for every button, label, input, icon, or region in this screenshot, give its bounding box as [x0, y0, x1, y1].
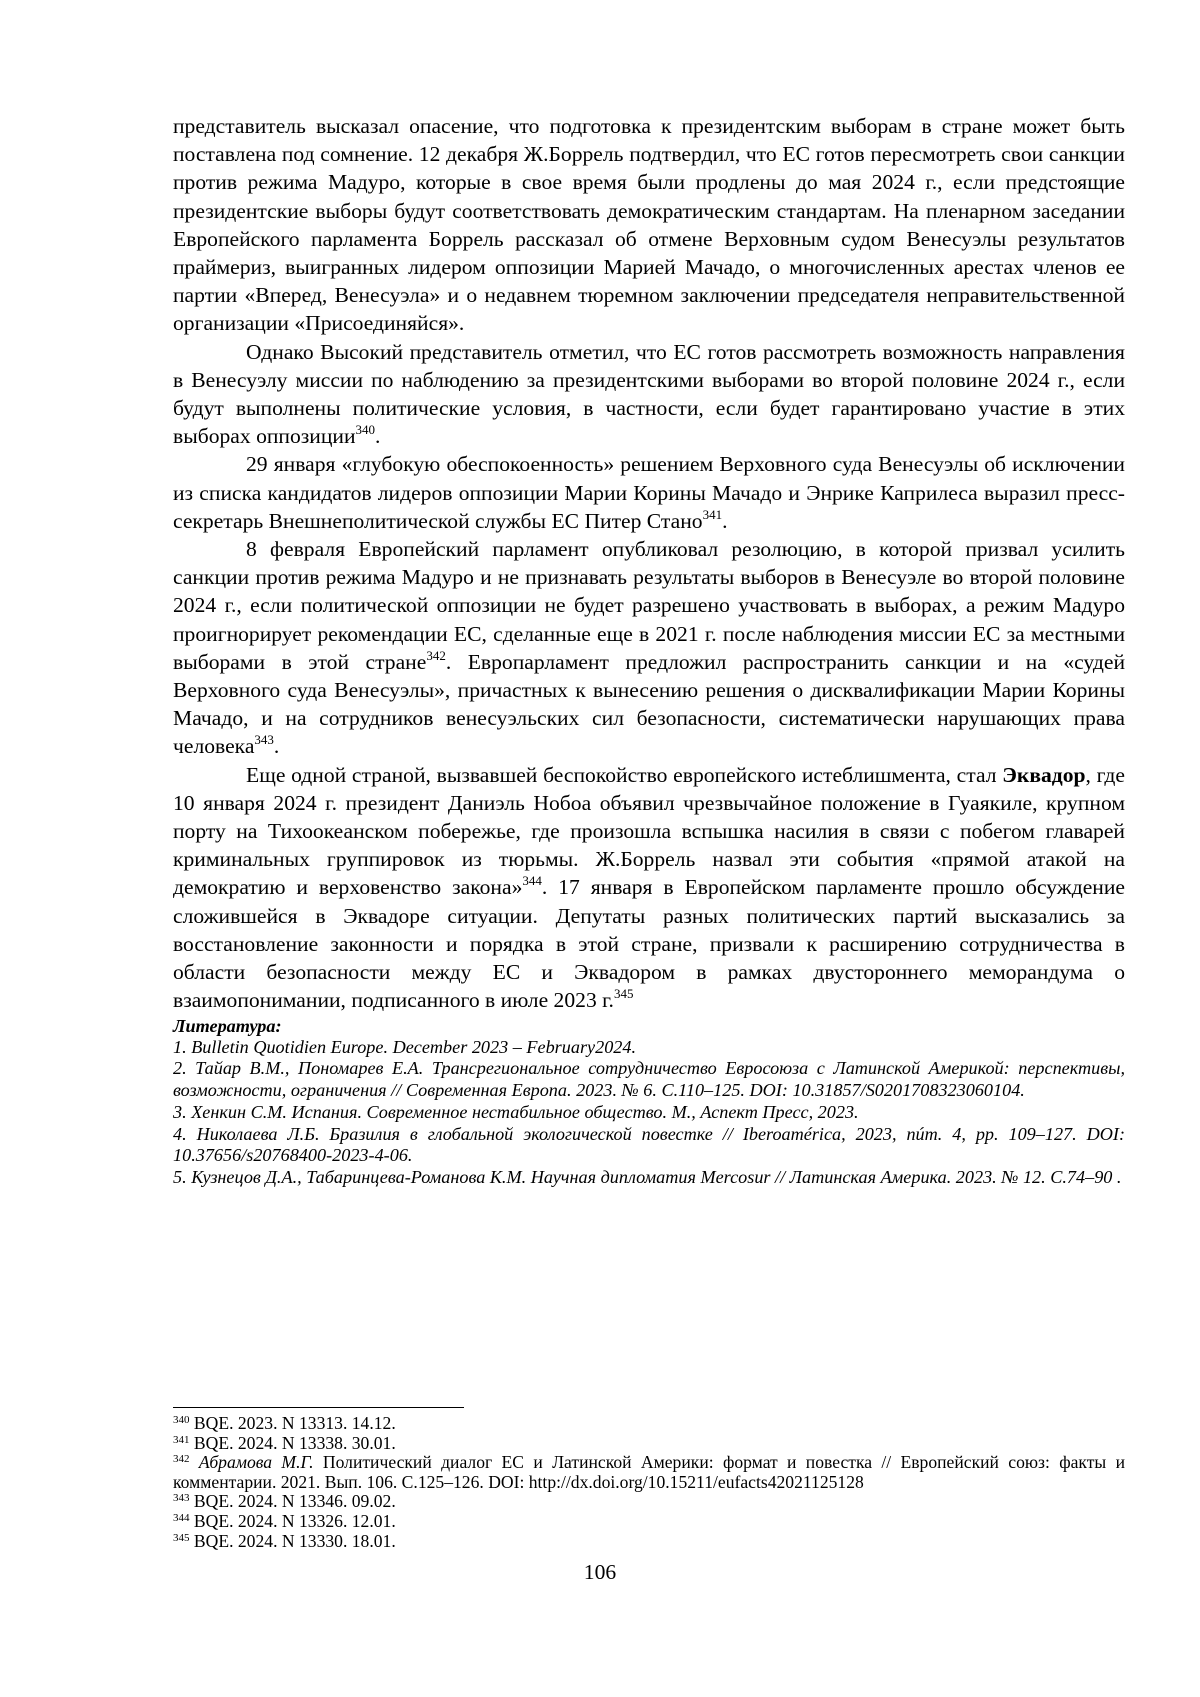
body-text — [173, 112, 1125, 1189]
footnote-342: $^{342}$ Абрамова М.Г. Политический диалог ЕС и Латинской Америки: формат и повестка // Европейский союз: факты и комментарии. 2021. Вып. 106. С.125–126. DOI: http://dx.doi.org/10.15211/eufacts42021125128 — [173, 1452, 1125, 1492]
paragraph-5: Еще одной страной, вызвавшей беспокойство европейского истеблишмента, стал Эквадор, где 10 января 2024 г. президент Даниэль Нобоа объявил чрезвычайное положение в Гуаякиле, крупном порту на Тихоокеанском побережье, где произошла вспышка насилия в связи с побегом главарей криминальных группировок из тюрьмы. Ж.Боррель назвал эти события «прямой атакой на демократию и верховенство закона»$^{344}$. 17 января в Европейском парламенте прошло обсуждение сложившейся в Эквадоре ситуации. Депутаты разных политических партий высказались за восстановление законности и порядка в этой стране, призвали к расширению сотрудничества в области безопасности между ЕС и Эквадором в рамках двустороннего меморандума о взаимопонимании, подписанного в июле 2023 г.$^{345}$ — [173, 762, 1125, 1013]
literature-item: 4. Николаева Л.Б. Бразилия в глобальной экологической повестке // Iberoamérica, 2023, núm. 4, pp. 109–127. DOI: 10.37656/s20768400-2023-4-06. — [173, 1123, 1125, 1166]
footnote-ref-342[interactable]: 342 — [426, 647, 446, 663]
paragraph-1: представитель высказал опасение, что подготовка к президентским выборам в стране может быть поставлена под сомнение. 12 декабря Ж.Боррель подтвердил, что ЕС готов пересмотреть свои санкции против режима Мадуро, которые в свое время были продлены до мая 2024 г., если предстоящие президентские выборы будут соответствовать демократическим стандартам. На пленарном заседании Европейского парламента Боррель рассказал об отмене Верховным судом Венесуэлы результатов праймериз, выигранных лидером оппозиции Марией Мачадо, о многочисленных арестах членов ее партии «Вперед, Венесуэла» и о недавнем тюремном заключении председателя неправительственной организации «Присоединяйся». — [173, 114, 1125, 336]
footnote-ref-341[interactable]: 341 — [702, 506, 723, 522]
ecuador-bold: Эквадор — [1002, 762, 1086, 787]
paragraph-2: Однако Высокий представитель отметил, что ЕС готов рассмотреть возможность направления в Венесуэлу миссии по наблюдению за президентскими выборами во второй половине 2024 г., если будут выполнены политические условия, в частности, если будет гарантировано участие в этих выборах оппозиции$^{340}$. — [173, 339, 1125, 449]
footnote-ref-344[interactable]: 344 — [522, 873, 542, 889]
footnote-345: $^{345}$ BQE. 2024. N 13330. 18.01. — [173, 1530, 396, 1551]
literature-item: 1. Bulletin Quotidien Europe. December 2023 – February2024. — [173, 1036, 637, 1057]
footnote-divider — [173, 1407, 464, 1408]
literature-heading: Литература: — [173, 1015, 282, 1036]
footnote-ref-345[interactable]: 345 — [613, 986, 634, 1002]
page-number: 106 — [583, 1560, 617, 1584]
literature-item: 2. Тайар В.М., Пономарев Е.А. Трансрегиональное сотрудничество Евросоюза с Латинской Америкой: перспективы, возможности, ограничения // Современная Европа. 2023. № 6. С.110–125. DOI: 10.31857/S0201708323060104. — [173, 1058, 1125, 1101]
literature-list — [173, 1037, 1125, 1190]
footnote-ref-340[interactable]: 340 — [355, 422, 376, 438]
paragraph-3: 29 января «глубокую обеспокоенность» решением Верховного суда Венесуэлы об исключении из списка кандидатов лидеров оппозиции Марии Корины Мачадо и Энрике Каприлеса выразил пресс-секретарь Внешнеполитической службы ЕС Питер Стано$^{341}$. — [173, 452, 1125, 533]
paragraph-4: 8 февраля Европейский парламент опубликовал резолюцию, в которой призвал усилить санкции против режима Мадуро и не признавать результаты выборов в Венесуэле во второй половине 2024 г., если политической оппозиции не будет разрешено участвовать в выборах, а режим Мадуро проигнорирует рекомендации ЕС, сделанные еще в 2021 г. после наблюдения миссии ЕС за местными выборами в этой стране$^{342}$. Европарламент предложил распространить санкции и на «судей Верховного суда Венесуэлы», причастных к вынесению решения о дисквалификации Марии Корины Мачадо, и на сотрудников венесуэльских сил безопасности, систематически нарушающих права человека$^{343}$. — [173, 537, 1125, 759]
footnote-ref-343[interactable]: 343 — [254, 732, 274, 748]
literature-item: 3. Хенкин С.М. Испания. Современное нестабильное общество. М., Аспект Пресс, 2023. — [173, 1101, 859, 1122]
footnote-340: $^{340}$ BQE. 2023. N 13313. 14.12. — [173, 1413, 396, 1433]
footnote-341: $^{341}$ BQE. 2024. N 13338. 30.01. — [173, 1432, 396, 1453]
footnotes — [173, 1414, 1125, 1551]
footnote-343: $^{343}$ BQE. 2024. N 13346. 09.02. — [173, 1491, 396, 1512]
literature-item: 5. Кузнецов Д.А., Табаринцева-Романова К.М. Научная дипломатия Mercosur // Латинская Америка. 2023. № 12. С.74–90 . — [173, 1167, 1122, 1188]
footnote-344: $^{344}$ BQE. 2024. N 13326. 12.01. — [173, 1510, 396, 1531]
